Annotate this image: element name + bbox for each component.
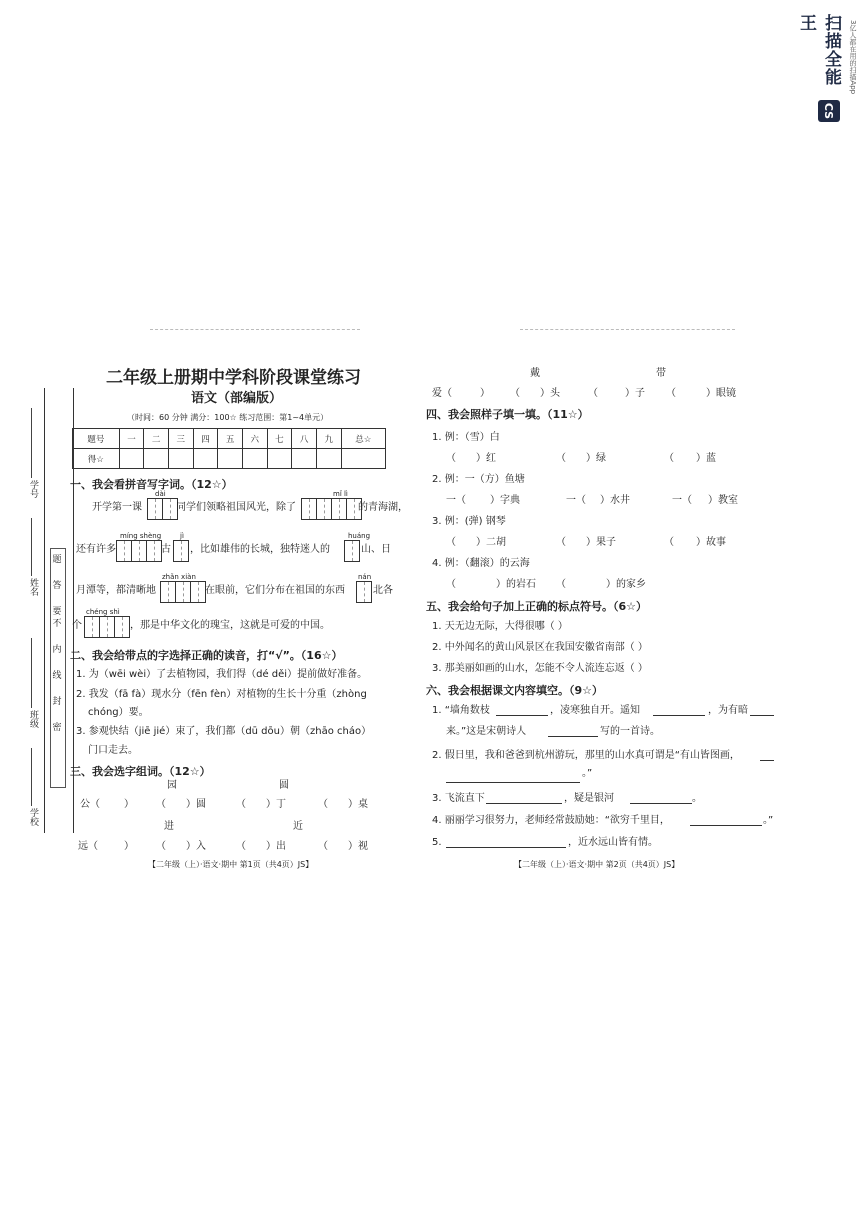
fill-text: ）蓝: [696, 453, 716, 464]
fill-text: ）的家乡: [606, 579, 646, 590]
fill-text: （: [236, 841, 246, 852]
camscanner-title: 扫描全能王: [796, 14, 841, 86]
tianzige-answer-box[interactable]: [173, 540, 188, 562]
tianzige-answer-box[interactable]: [301, 498, 361, 520]
tianzige-answer-box[interactable]: [116, 540, 161, 562]
example-text: 2. 例：一（方）鱼塘: [432, 474, 525, 485]
school-line: [31, 748, 32, 806]
word-choice: 进: [164, 821, 174, 832]
table-cell: 一: [119, 429, 144, 449]
pinyin: jì: [180, 532, 184, 540]
tianzige-answer-box[interactable]: [84, 616, 129, 638]
blank-line[interactable]: [760, 749, 774, 761]
q2-item[interactable]: 2. 我发（fā fà）现水分（fēn fèn）对植物的生长十分重（zhòng: [76, 689, 367, 700]
q1-text: 的青海湖，: [358, 502, 408, 513]
tianzige-answer-box[interactable]: [344, 540, 359, 562]
q4-heading: 四、我会照样子填一填。（11☆）: [426, 408, 589, 421]
student-id-line: [31, 408, 32, 478]
tianzige-answer-box[interactable]: [160, 581, 205, 603]
score-input-cell[interactable]: [341, 449, 385, 469]
score-input-cell[interactable]: [168, 449, 193, 469]
q2-item[interactable]: chóng）要。: [88, 707, 149, 718]
word-choice: 带: [656, 368, 666, 379]
q1-text: 月潭等，都清晰地: [76, 585, 156, 596]
q6-text: 。”: [582, 768, 593, 779]
fill-text: （: [556, 579, 566, 590]
seal-char: 要: [52, 607, 62, 617]
q6-heading: 六、我会根据课文内容填空。（9☆）: [426, 684, 604, 697]
pinyin: zhǎn xiàn: [162, 573, 196, 581]
school-label: 学校: [28, 808, 38, 826]
seal-char: 线: [52, 671, 62, 681]
q1-heading: 一、我会看拼音写字词。（12☆）: [70, 478, 233, 491]
fill-text: 爱（: [432, 388, 452, 399]
page-footer-right: 【二年级（上）·语文·期中 第2页（共4页）JS】: [514, 860, 680, 869]
fill-text: ）出: [266, 841, 286, 852]
table-cell: 九: [316, 429, 341, 449]
word-choice: 圆: [279, 780, 289, 791]
page-title: 二年级上册期中学科阶段课堂练习: [106, 368, 361, 388]
q1-text: 山、日: [361, 544, 391, 555]
table-cell: 六: [242, 429, 267, 449]
fill-text: ）故事: [696, 537, 726, 548]
word-choice: 近: [293, 821, 303, 832]
fill-text: ）入: [186, 841, 206, 852]
q6-text: 5.: [432, 837, 442, 848]
fold-line-left: [150, 329, 360, 330]
seal-char: 内: [52, 645, 62, 655]
fill-text: ）字典: [490, 495, 520, 506]
q6-text: ，近水远山皆有情。: [568, 837, 658, 848]
q6-text: 。: [692, 793, 702, 804]
q6-text: 3. 飞流直下: [432, 793, 485, 804]
score-input-cell[interactable]: [119, 449, 144, 469]
blank-line[interactable]: [548, 725, 598, 737]
score-input-cell[interactable]: [316, 449, 341, 469]
fill-text: ）绿: [586, 453, 606, 464]
fill-text: （: [664, 537, 674, 548]
fill-text: （: [556, 453, 566, 464]
seal-char: 题: [52, 555, 62, 565]
q6-text: ，疑是银河: [564, 793, 614, 804]
fill-text: （: [156, 841, 166, 852]
camscanner-watermark: [796, 14, 860, 130]
page-footer-left: 【二年级（上）·语文·期中 第1页（共4页）JS】: [148, 860, 314, 869]
blank-line[interactable]: [630, 792, 692, 804]
tianzige-answer-box[interactable]: [147, 498, 177, 520]
name-line: [31, 518, 32, 576]
pinyin: chéng shì: [86, 608, 120, 616]
table-cell: 题号: [73, 429, 120, 449]
score-input-cell[interactable]: [193, 449, 218, 469]
fill-text: 远（: [78, 841, 98, 852]
fill-text: （: [510, 388, 520, 399]
example-text: 3. 例：(弹) 钢琴: [432, 516, 506, 527]
fill-text: 一（: [566, 495, 586, 506]
pinyin: huáng: [348, 532, 371, 540]
q5-item[interactable]: 1. 天无边无际，大得很哪（ ）: [432, 621, 568, 632]
pinyin: dài: [155, 490, 166, 498]
blank-line[interactable]: [750, 704, 774, 716]
fill-text: ）: [124, 841, 134, 852]
fill-text: （: [446, 579, 456, 590]
q1-text: ，比如雄伟的长城，独特迷人的: [190, 544, 330, 555]
pinyin: nán: [358, 573, 372, 581]
word-choice: 园: [167, 780, 177, 791]
fill-text: ）: [480, 388, 490, 399]
q6-text: 4. 丽丽学习很努力，老师经常鼓励她：“欲穷千里目，: [432, 815, 670, 826]
fill-text: ）头: [540, 388, 560, 399]
fill-text: ）的岩石: [496, 579, 536, 590]
q1-text: ，那是中华文化的瑰宝，这就是可爱的中国。: [130, 620, 330, 631]
q6-text: 。”: [763, 815, 774, 826]
q6-text: ，凌寒独自开。遥知: [550, 705, 640, 716]
seal-char: 不: [52, 619, 62, 629]
q6-text: 来。”这是宋朝诗人: [446, 726, 527, 737]
class-line: [31, 638, 32, 708]
q6-text: ，为有暗: [708, 705, 748, 716]
fill-text: ）红: [476, 453, 496, 464]
score-input-cell[interactable]: [242, 449, 267, 469]
fill-text: ）果子: [586, 537, 616, 548]
q1-text: 个: [72, 620, 82, 631]
fill-text: （: [318, 841, 328, 852]
student-id-label: 学号: [28, 480, 38, 498]
q1-text: 开学第一课: [92, 502, 142, 513]
blank-line[interactable]: [446, 771, 580, 783]
q1-text: 古: [161, 544, 171, 555]
q6-text: 2. 假日里，我和爸爸到杭州游玩，那里的山水真可谓是“有山皆图画，: [432, 750, 740, 761]
score-table-score-row: [73, 449, 386, 469]
q2-heading: 二、我会给带点的字选择正确的读音，打“√”。（16☆）: [70, 649, 343, 662]
example-text: 4. 例：（翻滚）的云海: [432, 558, 530, 569]
seal-char: 密: [52, 723, 62, 733]
blank-line[interactable]: [496, 704, 548, 716]
fill-text: ）丁: [266, 799, 286, 810]
exam-meta: （时间：60 分钟 满分：100☆ 练习范围：第1~4单元）: [127, 413, 329, 422]
fill-text: （: [156, 799, 166, 810]
table-cell: 总☆: [341, 429, 385, 449]
fill-text: ）视: [348, 841, 368, 852]
blank-line[interactable]: [486, 792, 562, 804]
fold-line-right: [520, 329, 735, 330]
table-cell: 二: [144, 429, 169, 449]
fill-text: （: [556, 537, 566, 548]
score-table-header-row: [73, 429, 386, 449]
score-input-cell[interactable]: [292, 449, 317, 469]
table-cell: 七: [267, 429, 292, 449]
fill-text: （: [664, 453, 674, 464]
q3-heading: 三、我会选字组词。（12☆）: [70, 765, 211, 778]
seal-char: 封: [52, 697, 62, 707]
q5-item[interactable]: 2. 中外闻名的黄山风景区在我国安徽省南部（ ）: [432, 642, 648, 653]
score-table: [72, 428, 386, 469]
name-label: 姓名: [28, 578, 38, 596]
q5-heading: 五、我会给句子加上正确的标点符号。（6☆）: [426, 600, 648, 613]
score-input-cell[interactable]: [144, 449, 169, 469]
word-choice: 戴: [530, 368, 540, 379]
q2-item[interactable]: 3. 参观快结（jiē jié）束了，我们都（dū dōu）朝（zhāo cháo）: [76, 726, 372, 737]
q6-text: 写的一首诗。: [600, 726, 660, 737]
fill-text: ）二胡: [476, 537, 506, 548]
table-cell: 三: [168, 429, 193, 449]
pinyin: mǐ lì: [333, 490, 348, 498]
score-input-cell[interactable]: [218, 449, 243, 469]
fill-text: ）教室: [708, 495, 738, 506]
score-input-cell[interactable]: [267, 449, 292, 469]
q1-text: 同学们领略祖国风光，除了: [176, 502, 296, 513]
class-label: 班级: [28, 710, 38, 728]
seal-char: 答: [52, 581, 62, 591]
blank-line[interactable]: [653, 704, 705, 716]
q2-item[interactable]: 门口走去。: [88, 745, 138, 756]
table-cell: 得☆: [73, 449, 120, 469]
q1-text: 在眼前，它们分布在祖国的东西: [205, 585, 345, 596]
fill-text: （: [236, 799, 246, 810]
fill-text: （: [588, 388, 598, 399]
page-subtitle: 语文（部编版）: [191, 391, 283, 406]
fill-text: 一（: [446, 495, 466, 506]
fill-text: ）圆: [186, 799, 206, 810]
q5-item[interactable]: 3. 那美丽如画的山水，怎能不令人流连忘返（ ）: [432, 663, 648, 674]
fill-text: ）水井: [600, 495, 630, 506]
table-cell: 四: [193, 429, 218, 449]
camscanner-subtitle: 3亿人都在用的扫描App: [849, 20, 857, 95]
q1-text: 还有许多: [76, 544, 116, 555]
fill-text: （: [666, 388, 676, 399]
fill-text: （: [446, 537, 456, 548]
fill-text: （: [446, 453, 456, 464]
blank-line[interactable]: [690, 814, 762, 826]
q6-text: 1. “墙角数枝: [432, 705, 490, 716]
fill-text: ）桌: [348, 799, 368, 810]
fill-text: 公（: [80, 799, 100, 810]
q1-text: 北各: [373, 585, 393, 596]
fill-text: 一（: [672, 495, 692, 506]
tianzige-answer-box[interactable]: [356, 581, 371, 603]
q2-item[interactable]: 1. 为（wēi wèi）了去植物园，我们得（dé děi）提前做好准备。: [76, 669, 368, 680]
fill-text: ）: [124, 799, 134, 810]
fill-text: ）子: [625, 388, 645, 399]
pinyin: míng shèng: [120, 532, 162, 540]
blank-line[interactable]: [446, 836, 566, 848]
example-text: 1. 例：（雪）白: [432, 432, 500, 443]
fill-text: （: [318, 799, 328, 810]
table-cell: 八: [292, 429, 317, 449]
fill-text: ）眼镜: [706, 388, 736, 399]
camscanner-logo-icon: CS: [818, 100, 840, 122]
table-cell: 五: [218, 429, 243, 449]
